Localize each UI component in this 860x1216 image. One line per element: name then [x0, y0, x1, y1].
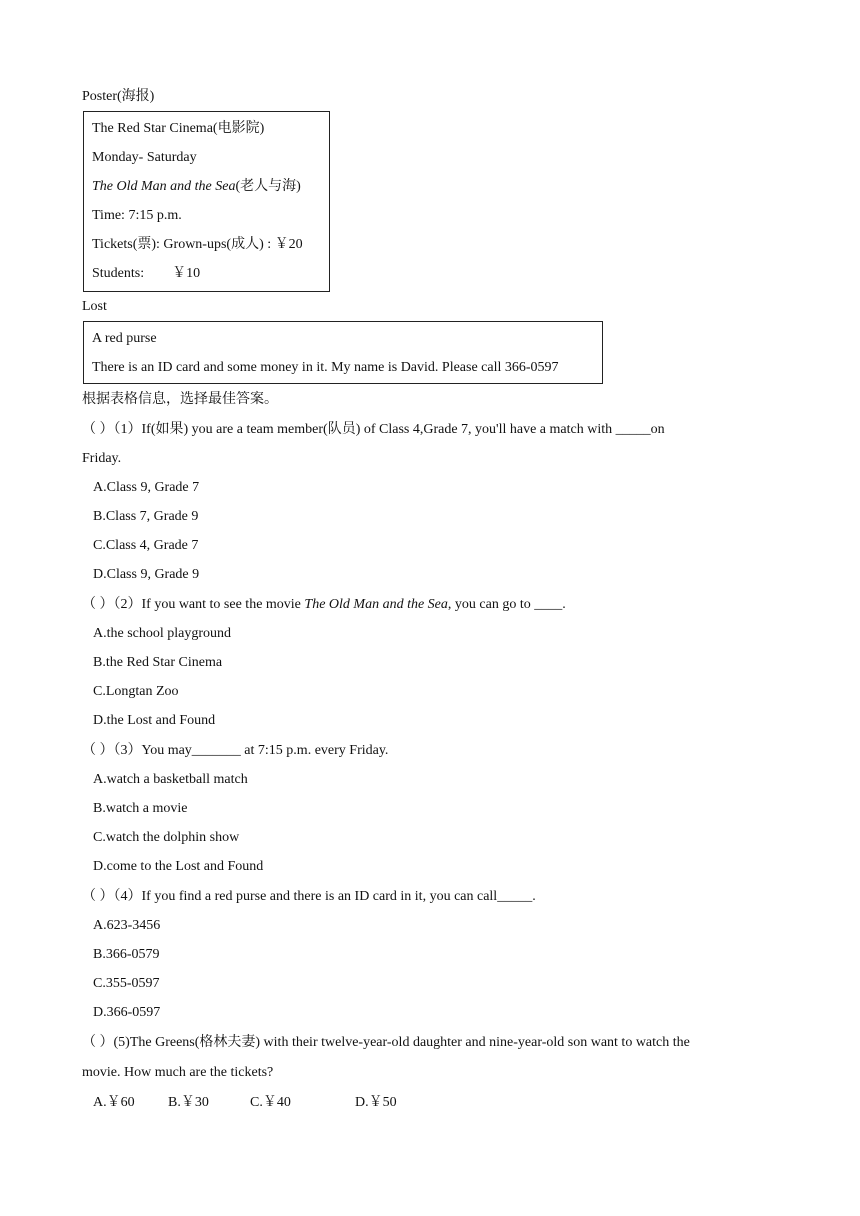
question-4-option-b: B.366-0579 [93, 947, 160, 962]
question-1-stem: （ ）（1）If(如果) you are a team member(队员) of Class 4,Grade 7, you'll have a match with _____on [82, 422, 665, 437]
question-1-stem-cont: Friday. [82, 451, 122, 466]
lost-details: There is an ID card and some money in it. My name is David. Please call 366-0597 [92, 360, 559, 375]
question-4-stem: （ ）（4）If you find a red purse and there is an ID card in it, you can call_____. [82, 889, 536, 904]
poster-days: Monday- Saturday [92, 150, 197, 165]
question-5-option-a: A.￥60 [93, 1095, 135, 1110]
question-1-option-b: B.Class 7, Grade 9 [93, 509, 199, 524]
poster-movie-title: The Old Man and the Sea [92, 179, 236, 194]
lost-box [83, 321, 603, 384]
question-2-stem [82, 596, 566, 614]
question-2-stem-pre: （ ）（2）If you want to see the movie [82, 597, 305, 612]
lost-item: A red purse [92, 331, 157, 346]
question-4-option-a: A.623-3456 [93, 918, 161, 933]
question-5-stem-cont: movie. How much are the tickets? [82, 1065, 274, 1080]
instruction: 根据表格信息，选择最佳答案。 [82, 392, 278, 407]
question-1-option-a: A.Class 9, Grade 7 [93, 480, 200, 495]
question-4-option-d: D.366-0597 [93, 1005, 161, 1020]
question-4-option-c: C.355-0597 [93, 976, 160, 991]
question-2-option-b: B.the Red Star Cinema [93, 655, 223, 670]
poster-students: Students: ￥10 [92, 266, 201, 281]
question-2-option-d: D.the Lost and Found [93, 713, 216, 728]
poster-movie [92, 178, 301, 196]
question-5-option-c: C.￥40 [250, 1095, 291, 1110]
poster-box [83, 111, 330, 292]
question-5-option-b: B.￥30 [168, 1095, 209, 1110]
lost-label: Lost [82, 299, 107, 314]
question-3-option-c: C.watch the dolphin show [93, 830, 240, 845]
question-2-stem-post: , you can go to ____. [447, 597, 566, 612]
question-2-stem-italic: The Old Man and the Sea [304, 597, 448, 612]
question-5-option-d: D.￥50 [355, 1095, 397, 1110]
question-1-option-d: D.Class 9, Grade 9 [93, 567, 200, 582]
poster-movie-cn: (老人与海) [235, 179, 301, 194]
poster-label: Poster(海报) [82, 89, 155, 104]
poster-time: Time: 7:15 p.m. [92, 208, 182, 223]
poster-tickets: Tickets(票): Grown-ups(成人) : ￥20 [92, 237, 303, 252]
question-5-stem: （ ）(5)The Greens(格林夫妻) with their twelve-year-old daughter and nine-year-old son want to watch the [82, 1035, 690, 1050]
question-1-option-c: C.Class 4, Grade 7 [93, 538, 199, 553]
poster-cinema-name: The Red Star Cinema(电影院) [92, 121, 265, 136]
question-3-stem: （ ）（3）You may_______ at 7:15 p.m. every Friday. [82, 743, 389, 758]
question-2-option-a: A.the school playground [93, 626, 232, 641]
question-3-option-d: D.come to the Lost and Found [93, 859, 264, 874]
question-2-option-c: C.Longtan Zoo [93, 684, 179, 699]
question-3-option-b: B.watch a movie [93, 801, 188, 816]
question-3-option-a: A.watch a basketball match [93, 772, 248, 787]
